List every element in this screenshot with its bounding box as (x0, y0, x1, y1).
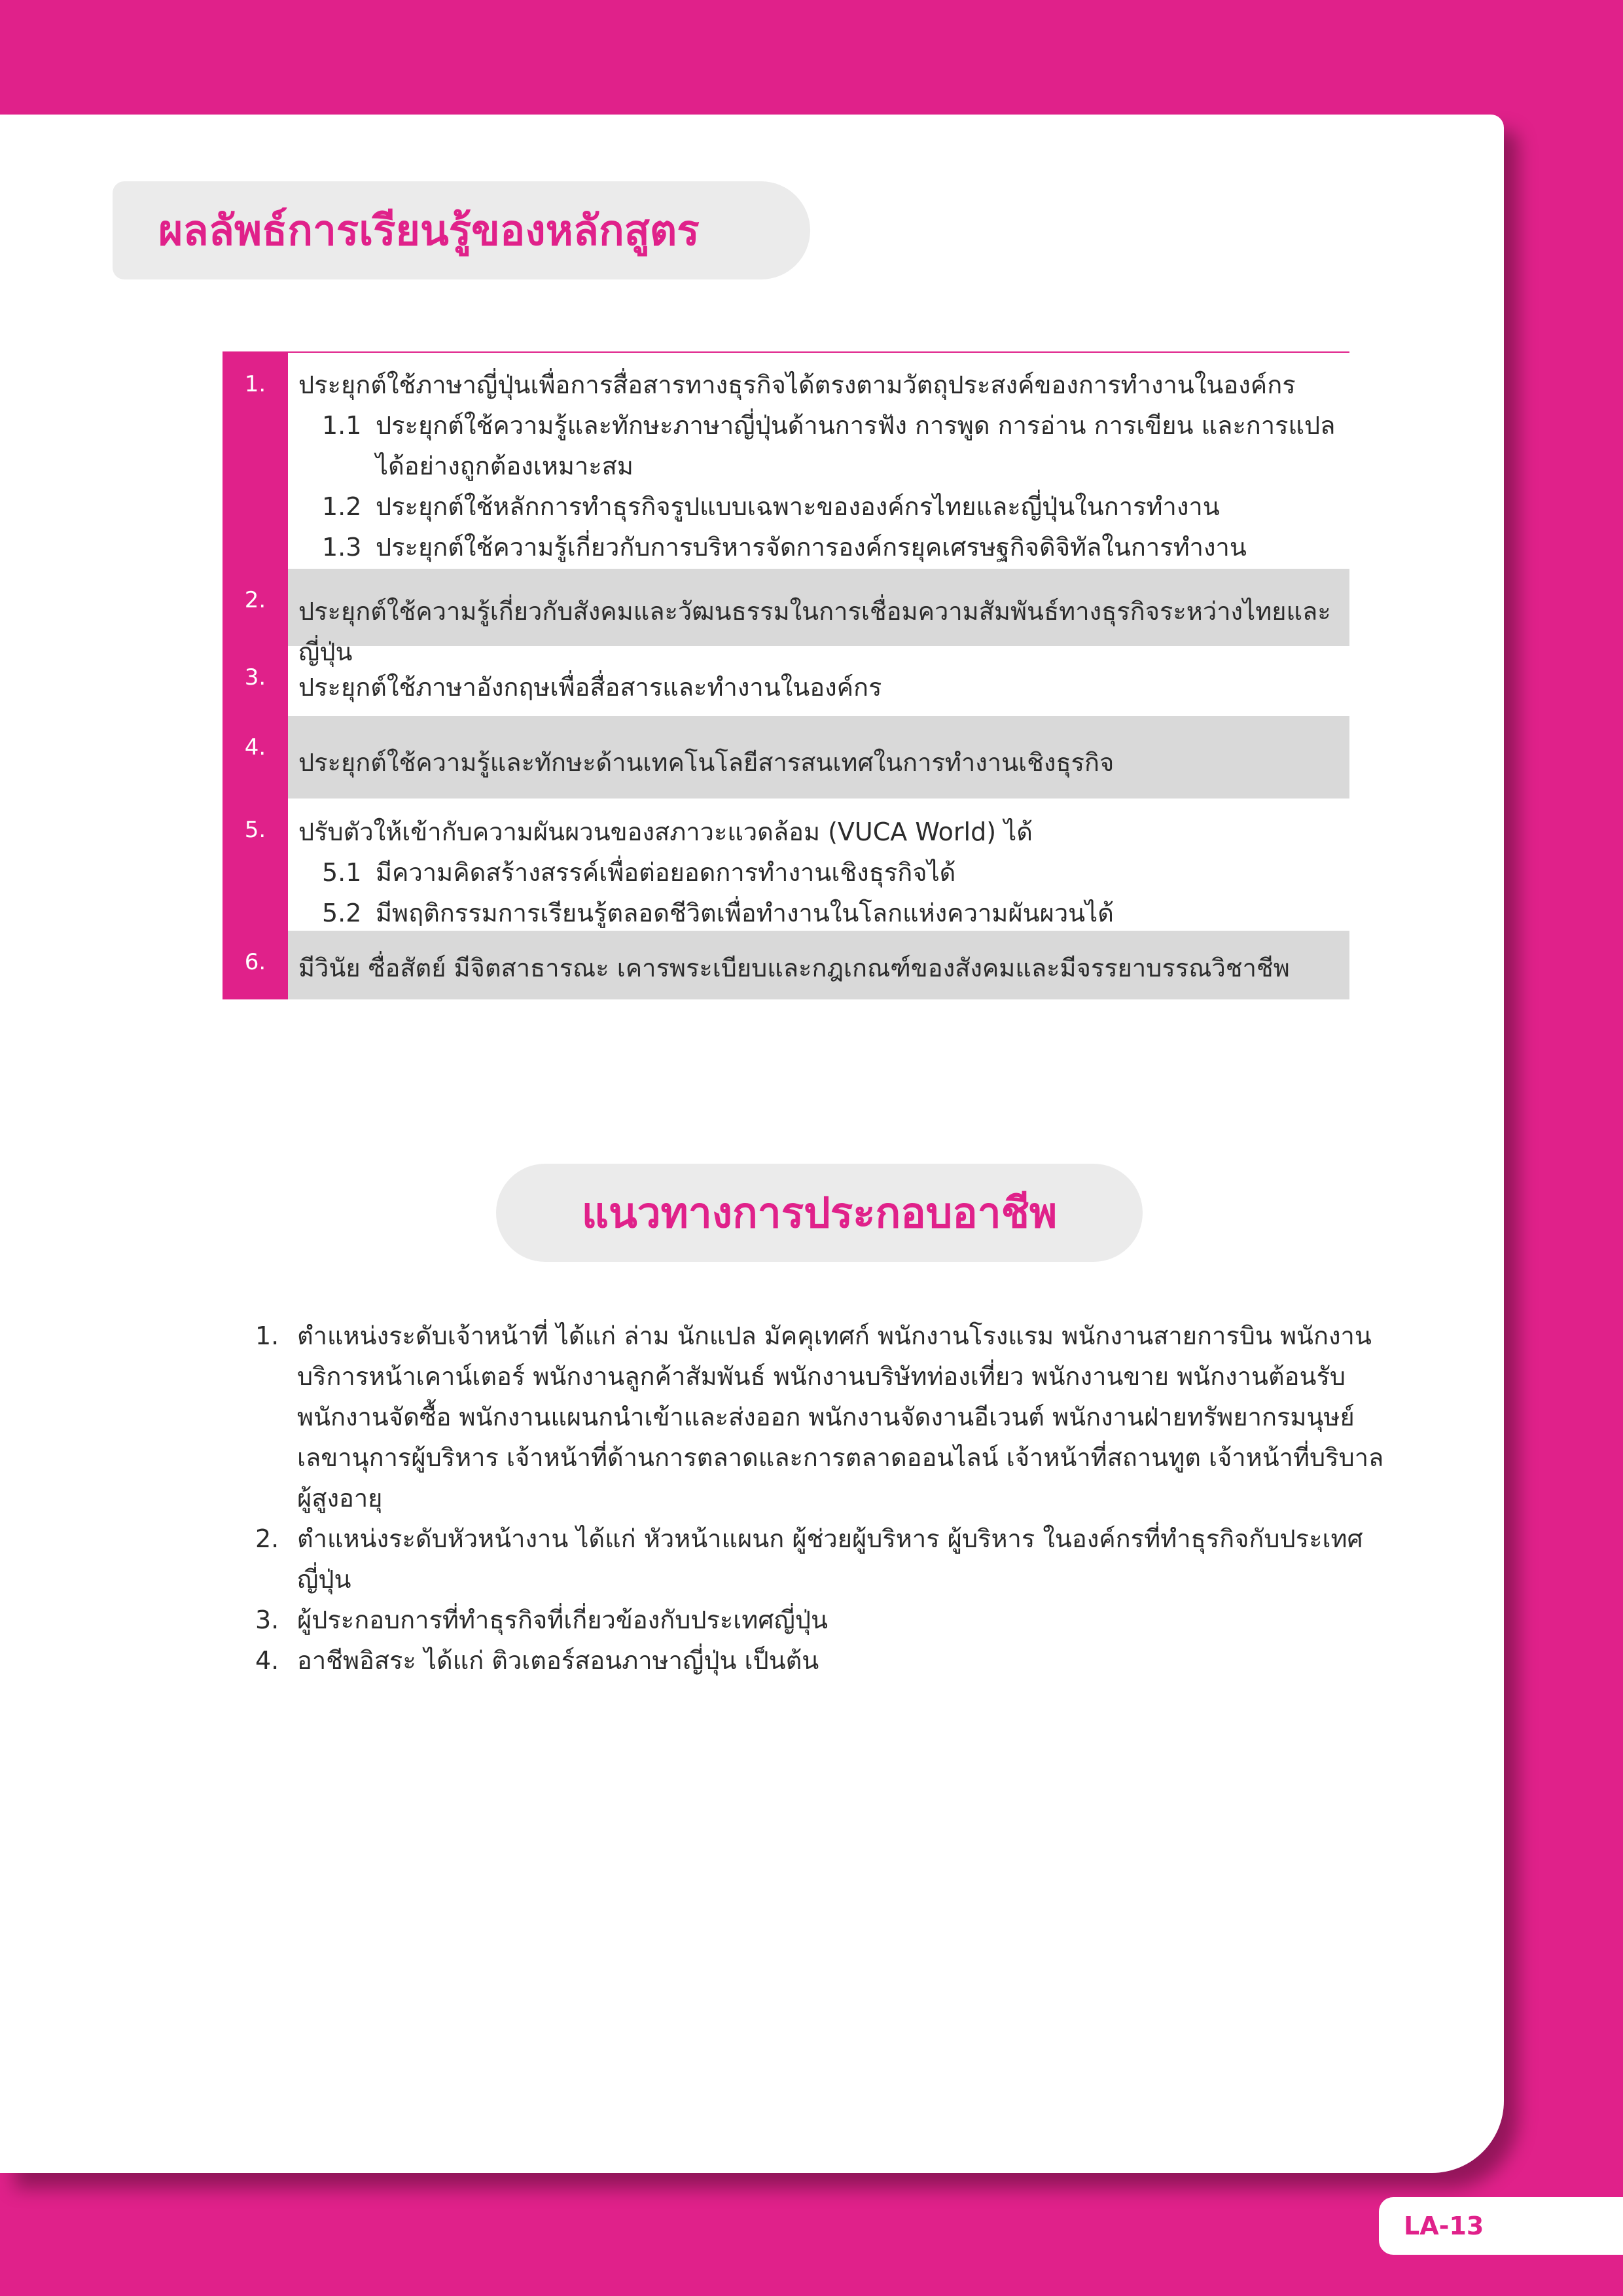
sub-outcome (298, 405, 1349, 486)
page-number: LA-13 (1379, 2197, 1623, 2255)
sub-outcome-text: มีพฤติกรรมการเรียนรู้ตลอดชีวิตเพื่อทำงานในโลกแห่งความผันผวนได้ (376, 899, 1114, 927)
outcome-row-3 (223, 646, 1349, 716)
list-item-text: ผู้ประกอบการที่ทำธุรกิจที่เกี่ยวข้องกับประเทศญี่ปุ่น (297, 1605, 828, 1634)
outcome-row-6 (223, 931, 1349, 999)
outcome-text: มีวินัย ซื่อสัตย์ มีจิตสาธารณะ เคารพระเบียบและกฎเกณฑ์ของสังคมและมีจรรยาบรรณวิชาชีพ (288, 931, 1349, 999)
outcome-row-1 (223, 353, 1349, 569)
outcome-text: ปรับตัวให้เข้ากับความผันผวนของสภาวะแวดล้อม (VUCA World) ได้ (298, 817, 1033, 846)
sub-outcome-text: ประยุกต์ใช้หลักการทำธุรกิจรูปแบบเฉพาะขององค์กรไทยและญี่ปุ่นในการทำงาน (376, 492, 1220, 521)
list-item-number: 2. (255, 1524, 279, 1553)
list-item-number: 4. (255, 1646, 279, 1675)
sub-outcome-number: 1.1 (322, 411, 362, 440)
sub-outcome-number: 1.3 (322, 533, 362, 562)
outcome-number: 2. (223, 569, 288, 646)
sub-outcome (298, 852, 1349, 893)
outcome-number: 5. (223, 798, 288, 931)
outcome-number: 6. (223, 931, 288, 999)
list-item (255, 1640, 1394, 1681)
outcome-text: ประยุกต์ใช้ความรู้เกี่ยวกับสังคมและวัฒนธรรมในการเชื่อมความสัมพันธ์ทางธุรกิจระหว่างไทยและญี่ปุ่น (288, 569, 1349, 646)
sub-outcome-text: มีความคิดสร้างสรรค์เพื่อต่อยอดการทำงานเชิงธุรกิจได้ (376, 858, 956, 887)
learning-outcomes-table (223, 351, 1349, 999)
outcome-row-5 (223, 798, 1349, 931)
career-paths-heading: แนวทางการประกอบอาชีพ (496, 1164, 1143, 1262)
list-item-number: 3. (255, 1605, 279, 1634)
outcome-text: ประยุกต์ใช้ภาษาญี่ปุ่นเพื่อการสื่อสารทางธุรกิจได้ตรงตามวัตถุประสงค์ของการทำงานในองค์กร (298, 370, 1296, 399)
outcome-number: 1. (223, 353, 288, 569)
outcome-number: 3. (223, 646, 288, 716)
sub-outcome-number: 5.2 (322, 899, 362, 927)
outcome-row-2 (223, 569, 1349, 666)
outcome-number: 4. (223, 716, 288, 798)
sub-outcome-number: 1.2 (322, 492, 362, 521)
career-paths-list (255, 1316, 1394, 1681)
sub-outcome-text: ประยุกต์ใช้ความรู้เกี่ยวกับการบริหารจัดการองค์กรยุคเศรษฐกิจดิจิทัลในการทำงาน (376, 533, 1247, 562)
list-item-number: 1. (255, 1321, 279, 1350)
outcome-text: ประยุกต์ใช้ความรู้และทักษะด้านเทคโนโลยีสารสนเทศในการทำงานเชิงธุรกิจ (288, 716, 1349, 798)
list-item-text: ตำแหน่งระดับเจ้าหน้าที่ ได้แก่ ล่าม นักแปล มัคคุเทศก์ พนักงานโรงแรม พนักงานสายการบิน พนักงานบริการหน้าเคาน์เตอร์ พนักงานลูกค้าสัมพันธ์ พนักงานบริษัทท่องเที่ยว พนักงานขาย พนักงานต้อนรับ พนักงานจัดซื้อ พนักงานแผนกนำเข้าและส่งออก พนักงานจัดงานอีเวนต์ พนักงานฝ่ายทรัพยากรมนุษย์ เลขานุการผู้บริหาร เจ้าหน้าที่ด้านการตลาดและการตลาดออนไลน์ เจ้าหน้าที่สถานทูต เจ้าหน้าที่บริบาลผู้สูงอายุ (297, 1321, 1384, 1513)
learning-outcomes-heading: ผลลัพธ์การเรียนรู้ของหลักสูตร (113, 181, 810, 279)
sub-outcome-text: ประยุกต์ใช้ความรู้และทักษะภาษาญี่ปุ่นด้านการฟัง การพูด การอ่าน การเขียน และการแปลได้อย่างถูกต้องเหมาะสม (376, 411, 1336, 480)
sub-outcome-number: 5.1 (322, 858, 362, 887)
outcome-text: ประยุกต์ใช้ภาษาอังกฤษเพื่อสื่อสารและทำงานในองค์กร (298, 673, 882, 702)
sub-outcome (298, 527, 1349, 567)
list-item-text: อาชีพอิสระ ได้แก่ ติวเตอร์สอนภาษาญี่ปุ่น เป็นต้น (297, 1646, 819, 1675)
sub-outcome (298, 893, 1349, 933)
list-item-text: ตำแหน่งระดับหัวหน้างาน ได้แก่ หัวหน้าแผนก ผู้ช่วยผู้บริหาร ผู้บริหาร ในองค์กรที่ทำธุรกิจกับประเทศญี่ปุ่น (297, 1524, 1363, 1594)
list-item (255, 1600, 1394, 1640)
list-item (255, 1518, 1394, 1600)
list-item (255, 1316, 1394, 1518)
sub-outcome (298, 486, 1349, 527)
outcome-row-4 (223, 716, 1349, 798)
